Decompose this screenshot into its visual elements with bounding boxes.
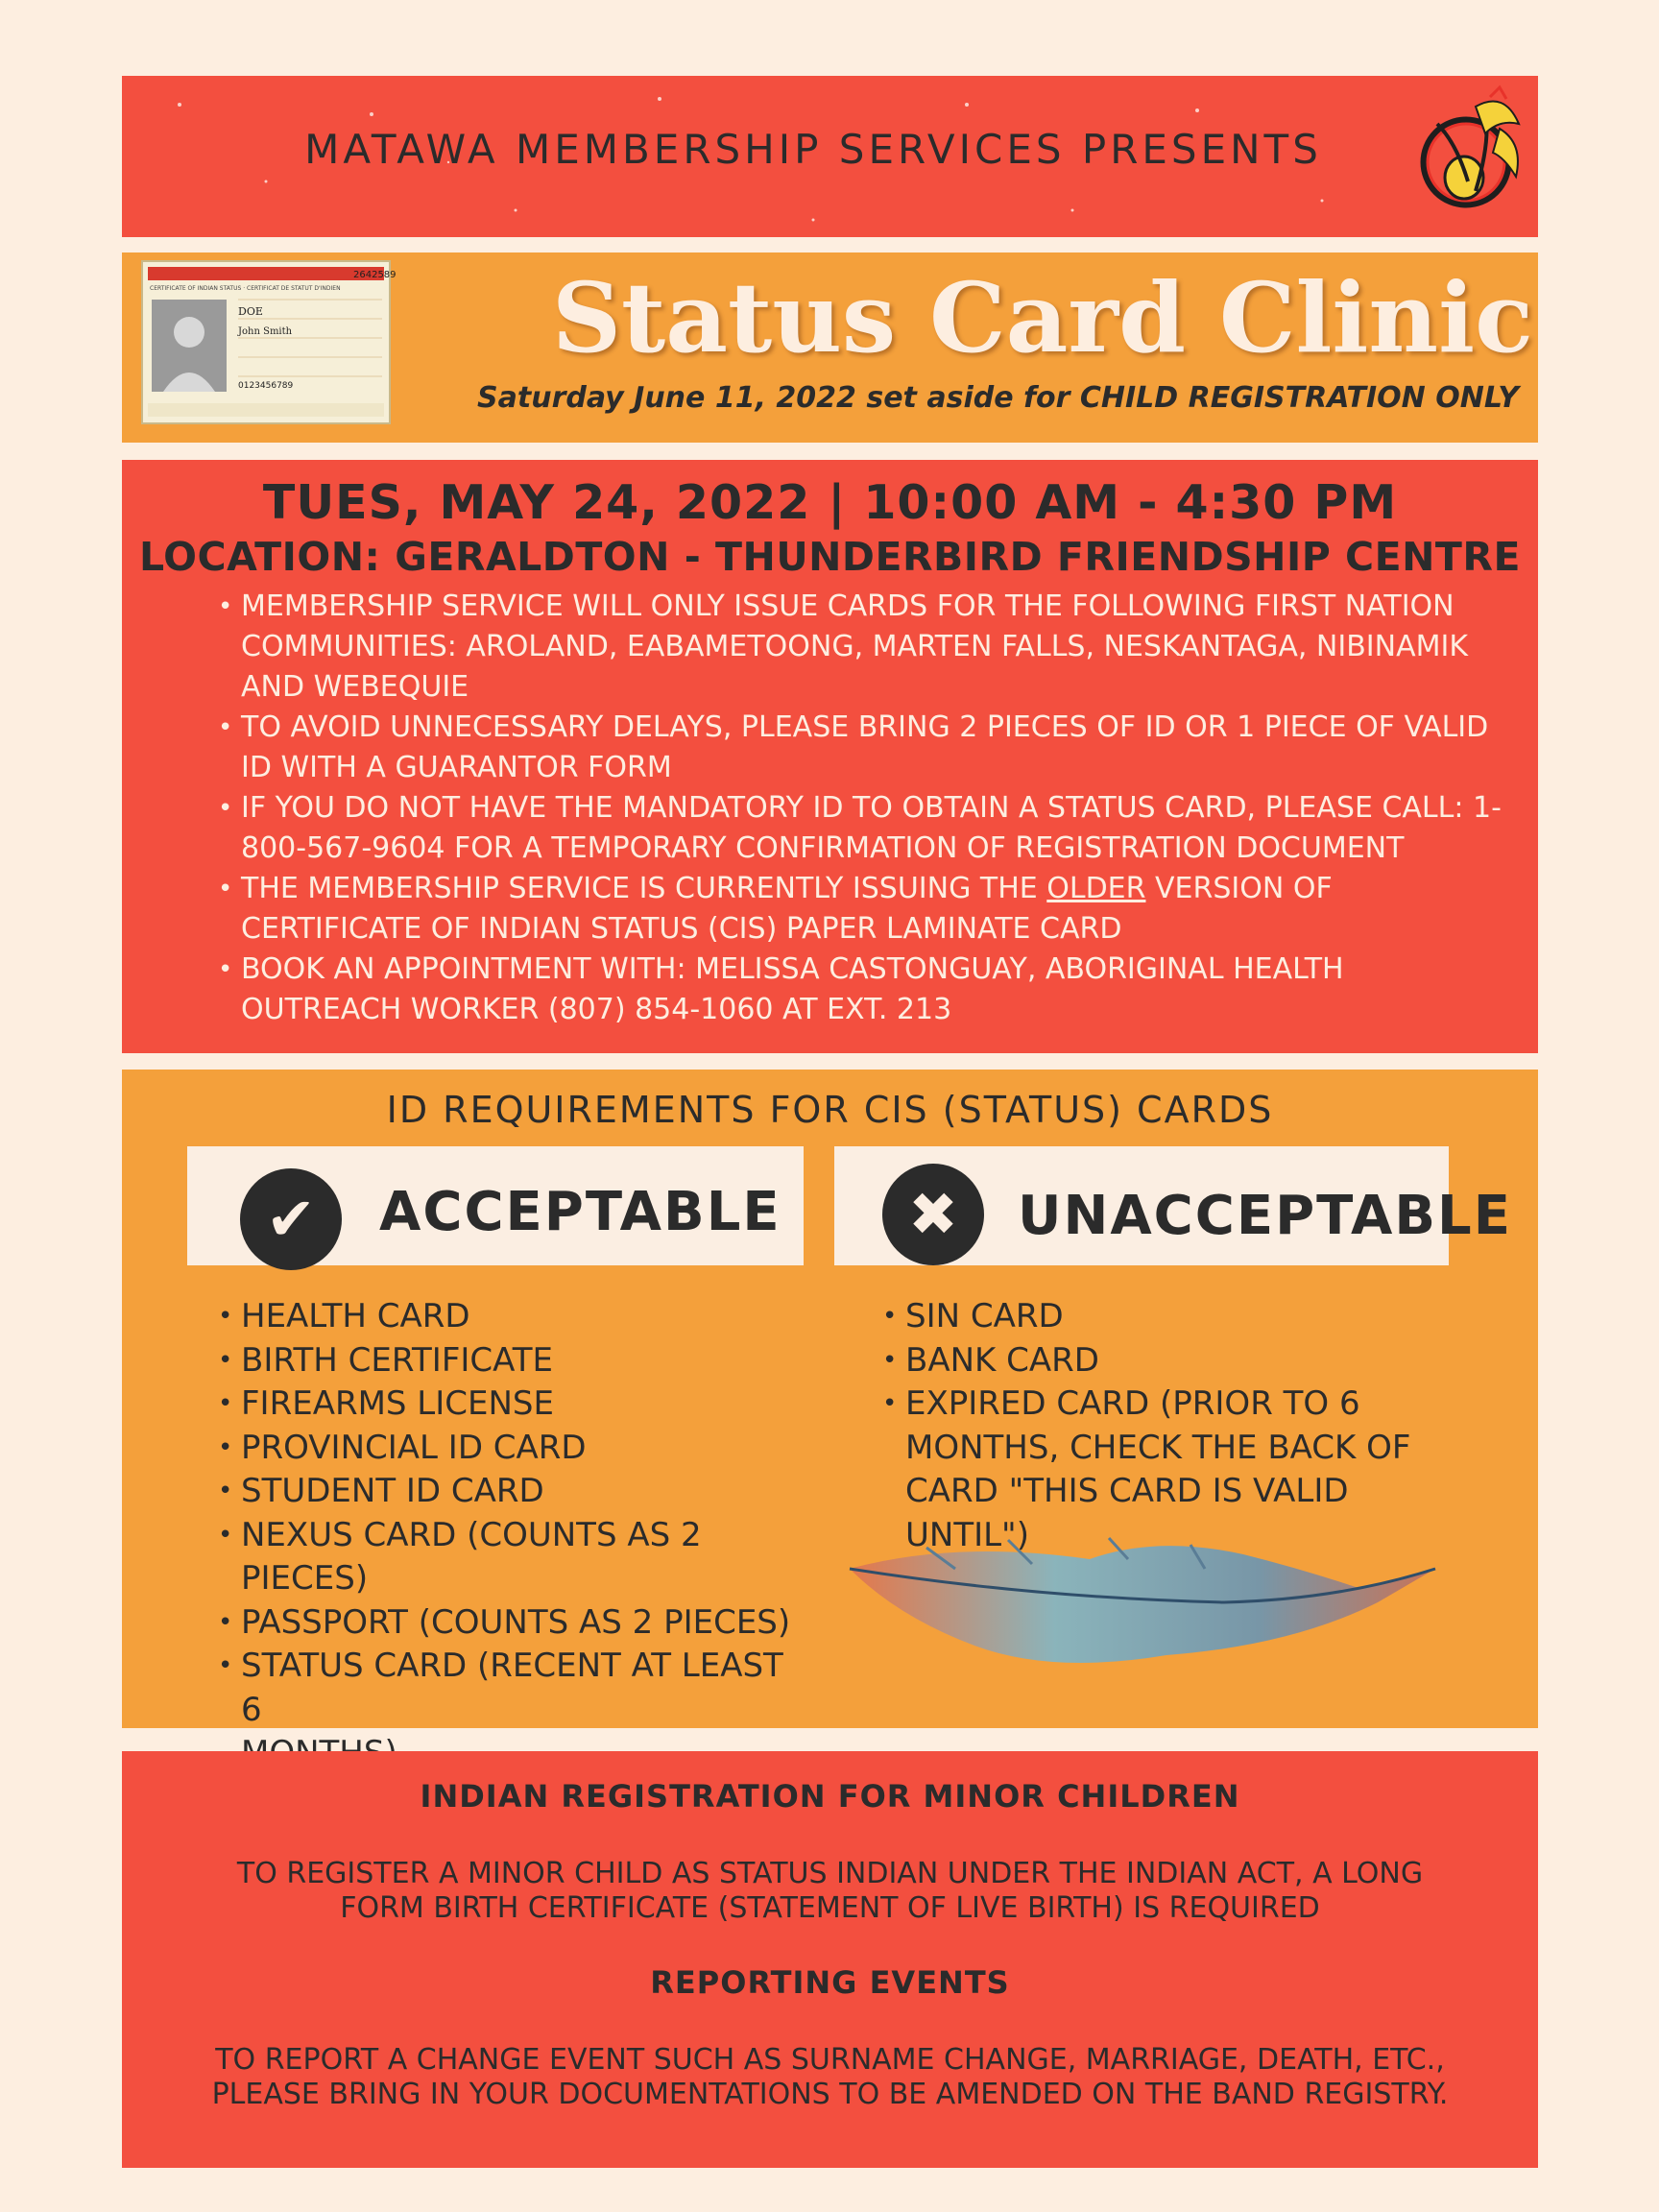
text-line: FORM BIRTH CERTIFICATE (STATEMENT OF LIVE BIRTH) IS REQUIRED	[340, 1891, 1320, 1925]
title-band	[122, 252, 1538, 443]
reporting-events-text	[122, 2043, 1538, 2112]
item-line: • PROVINCIAL ID CARD	[241, 1428, 587, 1467]
item-line: • SIN CARD	[905, 1297, 1064, 1335]
item-line: • BANK CARD	[905, 1340, 1099, 1380]
text-line: TO REGISTER A MINOR CHILD AS STATUS INDIAN UNDER THE INDIAN ACT, A LONG	[236, 1857, 1424, 1890]
bullet-text: THE MEMBERSHIP SERVICE IS CURRENTLY ISSUING THE	[241, 872, 1047, 905]
list-item	[218, 788, 1547, 869]
card-registry: 0123456789	[238, 381, 294, 391]
list-item	[218, 1601, 794, 1646]
matawa-feather-logo-icon	[1408, 85, 1533, 229]
bullet-line: ID WITH A GUARANTOR FORM	[241, 751, 672, 784]
bullet-text: VERSION OF	[1145, 872, 1333, 905]
list-item	[218, 950, 1547, 1030]
bullet-line: • MEMBERSHIP SERVICE WILL ONLY ISSUE CARDS FOR THE FOLLOWING FIRST NATION	[241, 589, 1455, 623]
bullet-line: • TO AVOID UNNECESSARY DELAYS, PLEASE BRING 2 PIECES OF ID OR 1 PIECE OF VALID	[241, 710, 1489, 744]
unacceptable-id-list	[882, 1295, 1478, 1557]
item-line: • BIRTH CERTIFICATE	[241, 1340, 554, 1380]
minor-children-heading: INDIAN REGISTRATION FOR MINOR CHILDREN	[420, 1778, 1240, 1815]
list-item	[218, 869, 1547, 950]
list-item	[218, 1427, 794, 1471]
x-icon: ✖	[882, 1164, 984, 1265]
unacceptable-heading: UNACCEPTABLE	[1018, 1185, 1512, 1247]
item-line: • FIREARMS LICENSE	[241, 1384, 554, 1423]
acceptable-label	[187, 1146, 804, 1265]
registration-info-section	[122, 1751, 1538, 2168]
item-line: • EXPIRED CARD (PRIOR TO 6	[905, 1384, 1360, 1423]
list-item	[218, 1514, 794, 1601]
list-item	[882, 1295, 1478, 1339]
list-item	[218, 587, 1547, 708]
item-line: • STUDENT ID CARD	[241, 1472, 544, 1510]
id-requirements-section	[122, 1070, 1538, 1728]
text-line: TO REPORT A CHANGE EVENT SUCH AS SURNAME CHANGE, MARRIAGE, DEATH, ETC.,	[215, 2043, 1445, 2077]
minor-children-text	[122, 1857, 1538, 1926]
underlined-word: OLDER	[1046, 872, 1146, 905]
bullet-line: CERTIFICATE OF INDIAN STATUS (CIS) PAPER LAMINATE CARD	[241, 912, 1122, 946]
card-surname: DOE	[238, 305, 263, 318]
header-banner	[122, 76, 1538, 237]
bullet-line: COMMUNITIES: AROLAND, EABAMETOONG, MARTEN FALLS, NESKANTAGA, NIBINAMIK	[241, 630, 1469, 663]
card-given-name: John Smith	[238, 326, 293, 337]
id-requirements-title: ID REQUIREMENTS FOR CIS (STATUS) CARDS	[386, 1089, 1274, 1131]
acceptable-heading: ACCEPTABLE	[379, 1181, 781, 1243]
feather-icon	[840, 1530, 1443, 1674]
clinic-title: Status Card Clinic	[551, 261, 1533, 374]
item-line: • NEXUS CARD (COUNTS AS 2 PIECES)	[241, 1515, 702, 1598]
item-line: CARD "THIS CARD IS VALID UNTIL")	[905, 1472, 1349, 1554]
info-bullet-list	[218, 587, 1610, 1030]
list-item	[218, 1339, 794, 1383]
item-line: MONTHS, CHECK THE BACK OF	[905, 1428, 1411, 1467]
list-item	[882, 1339, 1478, 1383]
card-header: CERTIFICATE OF INDIAN STATUS · CERTIFICAT DE STATUT D'INDIEN	[150, 285, 341, 292]
item-line: • STATUS CARD (RECENT AT LEAST 6	[241, 1647, 783, 1729]
clinic-date-time: TUES, MAY 24, 2022 | 10:00 AM - 4:30 PM	[262, 475, 1398, 530]
item-line: • PASSPORT (COUNTS AS 2 PIECES)	[241, 1602, 791, 1642]
clinic-location: LOCATION: GERALDTON - THUNDERBIRD FRIENDSHIP CENTRE	[139, 534, 1521, 580]
status-card-image-icon	[142, 261, 397, 423]
bullet-line	[241, 869, 1547, 909]
unacceptable-label	[834, 1146, 1512, 1265]
list-item	[218, 1470, 794, 1514]
clinic-info-section	[122, 460, 1538, 1053]
text-line: PLEASE BRING IN YOUR DOCUMENTATIONS TO BE AMENDED ON THE BAND REGISTRY.	[211, 2078, 1449, 2111]
reporting-events-heading: REPORTING EVENTS	[650, 1964, 1010, 2001]
bullet-line: • BOOK AN APPOINTMENT WITH: MELISSA CASTONGUAY, ABORIGINAL HEALTH	[241, 952, 1344, 986]
clinic-subtitle: Saturday June 11, 2022 set aside for CHILD REGISTRATION ONLY	[477, 381, 1519, 415]
acceptable-id-list	[218, 1295, 794, 1776]
check-icon: ✔	[240, 1168, 342, 1270]
bullet-line: AND WEBEQUIE	[241, 670, 469, 704]
card-number: 2642589	[353, 270, 397, 280]
list-item	[218, 708, 1547, 788]
list-item	[218, 1382, 794, 1427]
list-item	[218, 1295, 794, 1339]
presenter-title: MATAWA MEMBERSHIP SERVICES PRESENTS	[304, 126, 1322, 173]
bullet-line: 800-567-9604 FOR A TEMPORARY CONFIRMATION OF REGISTRATION DOCUMENT	[241, 831, 1405, 865]
bullet-line: OUTREACH WORKER (807) 854-1060 AT EXT. 213	[241, 993, 952, 1026]
bullet-line: • IF YOU DO NOT HAVE THE MANDATORY ID TO OBTAIN A STATUS CARD, PLEASE CALL: 1-	[241, 791, 1502, 825]
item-line: • HEALTH CARD	[241, 1297, 470, 1335]
